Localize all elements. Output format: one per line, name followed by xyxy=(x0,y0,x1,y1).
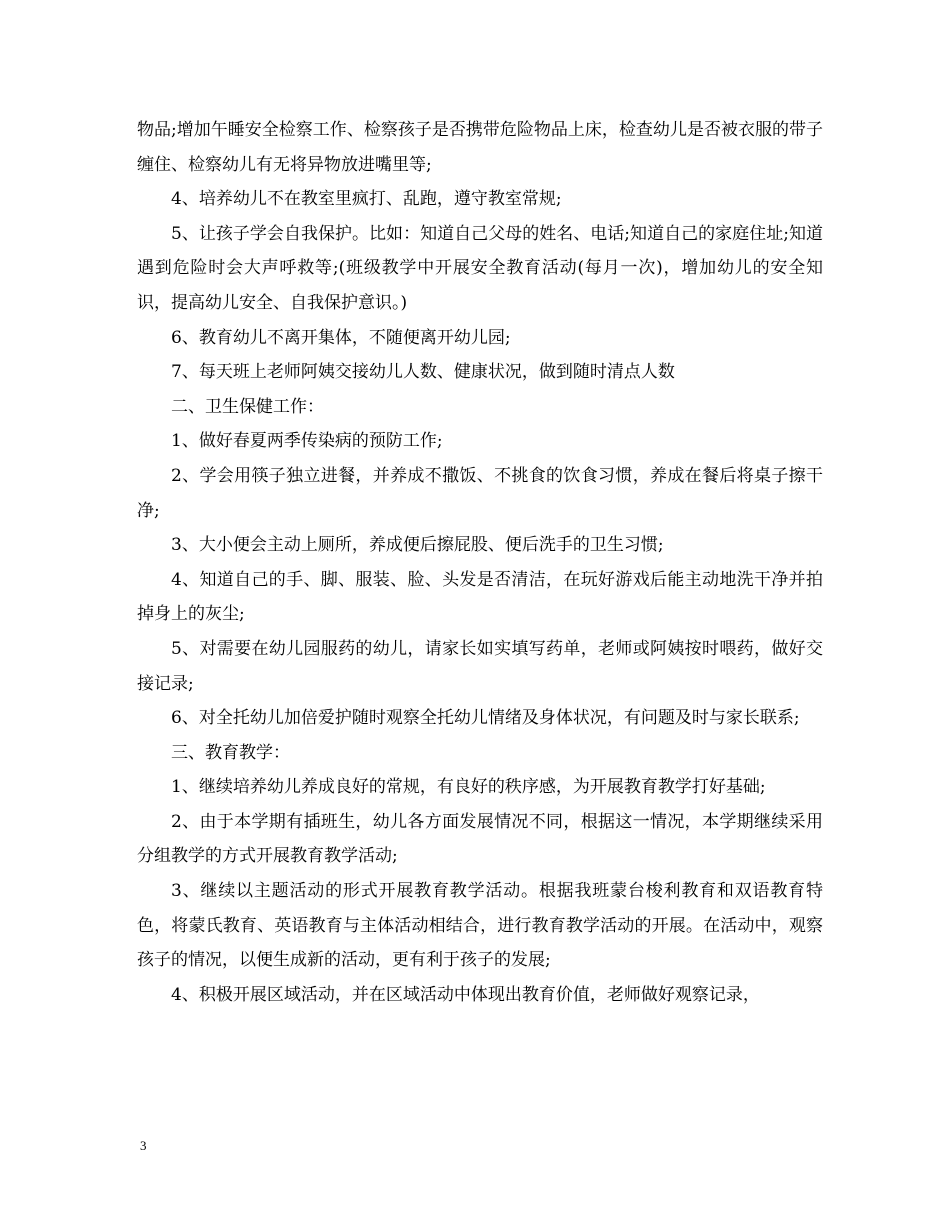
paragraph-teaching-1: 1、继续培养幼儿养成良好的常规，有良好的秩序感，为开展教育教学打好基础; xyxy=(171,777,766,798)
paragraph-health-2: 2、学会用筷子独立进餐，并养成不撒饭、不挑食的饮食习惯，养成在餐后将桌子擦干净; xyxy=(137,465,823,521)
paragraph-teaching-3: 3、继续以主题活动的形式开展教育教学活动。根据我班蒙台梭利教育和双语教育特色，将蒙氏教育、英语教育与主体活动相结合，进行教育教学活动的开展。在活动中，观察孩子的情况，以便生成新的活动，更有利于孩子的发展; xyxy=(137,881,823,971)
page-number: 3 xyxy=(140,1138,147,1153)
document-body xyxy=(137,113,823,1012)
paragraph-safety-4: 4、培养幼儿不在教室里疯打、乱跑，遵守教室常规; xyxy=(171,189,562,210)
section-heading-teaching: 三、教育教学： xyxy=(171,742,290,763)
paragraph-health-4: 4、知道自己的手、脚、服装、脸、头发是否清洁，在玩好游戏后能主动地洗干净并拍掉身上的灰尘; xyxy=(137,569,823,625)
paragraph-safety-7: 7、每天班上老师阿姨交接幼儿人数、健康状况，做到随时清点人数 xyxy=(171,362,675,383)
paragraph-health-6: 6、对全托幼儿加倍爱护随时观察全托幼儿情绪及身体状况，有问题及时与家长联系; xyxy=(171,708,800,729)
paragraph-health-3: 3、大小便会主动上厕所，养成便后擦屁股、便后洗手的卫生习惯; xyxy=(171,535,664,556)
paragraph-teaching-2: 2、由于本学期有插班生，幼儿各方面发展情况不同，根据这一情况，本学期继续采用分组教学的方式开展教育教学活动; xyxy=(137,811,823,867)
paragraph-health-1: 1、做好春夏两季传染病的预防工作; xyxy=(171,431,443,452)
paragraph-health-5: 5、对需要在幼儿园服药的幼儿，请家长如实填写药单，老师或阿姨按时喂药，做好交接记录; xyxy=(137,638,823,694)
section-heading-health: 二、卫生保健工作： xyxy=(171,396,324,417)
paragraph-safety-6: 6、教育幼儿不离开集体，不随便离开幼儿园; xyxy=(171,327,511,348)
paragraph-safety-5: 5、让孩子学会自我保护。比如：知道自己父母的姓名、电话;知道自己的家庭住址;知道遇到危险时会大声呼救等;(班级教学中开展安全教育活动(每月一次)，增加幼儿的安全知识，提高幼儿安全、自我保护意识。) xyxy=(137,223,823,313)
paragraph-continuation: 物品;增加午睡安全检察工作、检察孩子是否携带危险物品上床，检查幼儿是否被衣服的带子缠住、检察幼儿有无将异物放进嘴里等; xyxy=(137,120,823,175)
paragraph-teaching-4: 4、积极开展区域活动，并在区域活动中体现出教育价值，老师做好观察记录， xyxy=(171,984,760,1005)
